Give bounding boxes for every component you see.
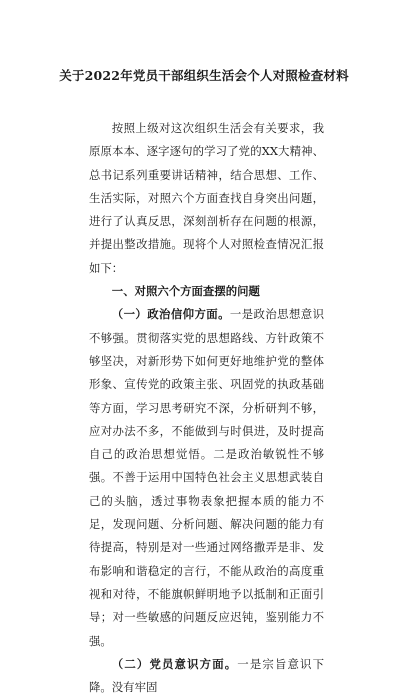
item2-body: 一是宗旨意识下降。没有牢固 xyxy=(89,656,324,695)
item1-body: 一是政治思想意识不够强。贯彻落实党的思想路线、方针政策不够坚决，对新形势下如何更好地维护党的整体形象、宣传党的政策主张、巩固党的执政基础等方面，学习思考研究不深，分析研判不够，应对办法不多，不能做到与时俱进，及时提高自己的政治思想觉悟。二是政治敏锐性不够强。不善于运用中国特色社会主义思想武装自己的头脑，透过事物表象把握本质的能力不足，发现问题、分析问题、解决问题的能力有待提高，特别是对一些通过网络撒弄是非、发布影响和谐稳定的言行，不能从政治的高度重视和对待，不能旗帜鲜明地予以抵制和正面引导；对一些敏感的问题反应迟钝，鉴别能力不强。 xyxy=(89,307,324,648)
item2-paragraph xyxy=(89,653,324,699)
item1-heading: （一）政治信仰方面。 xyxy=(111,307,230,322)
item1-paragraph xyxy=(89,303,324,652)
document-body xyxy=(89,117,324,699)
item2-heading: （二）党员意识方面。 xyxy=(111,656,238,671)
section-heading: 一、对照六个方面查摆的问题 xyxy=(111,284,260,299)
document-title: 关于2022年党员干部组织生活会个人对照检查材料 xyxy=(59,68,349,83)
intro-paragraph: 按照上级对这次组织生活会有关要求，我原原本本、逐字逐句的学习了党的XX大精神、总书记系列重要讲话精神，结合思想、工作、生活实际，对照六个方面查找自身突出问题，进行了认真反思，深刻剖析存在问题的根源，并提出整改措施。现将个人对照检查情况汇报如下： xyxy=(89,121,324,275)
